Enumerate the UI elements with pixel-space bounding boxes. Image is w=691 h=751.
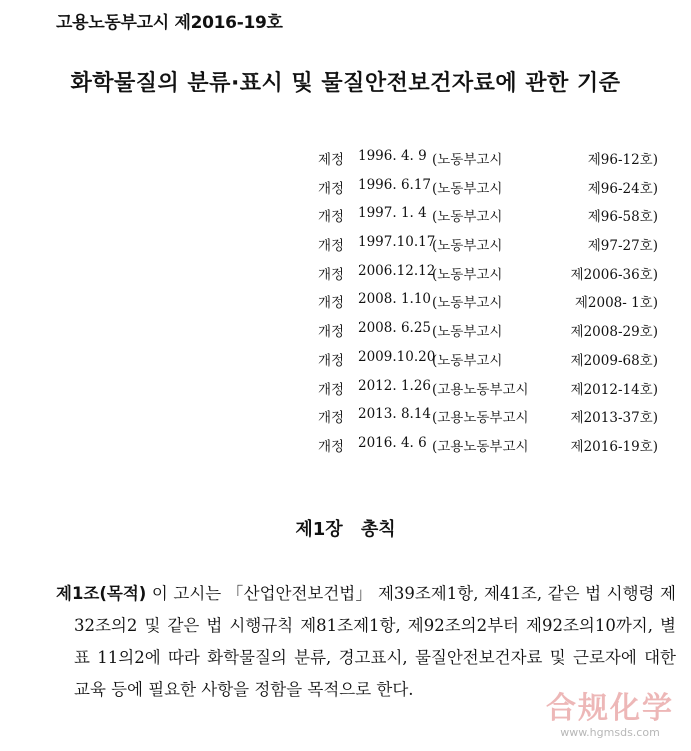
article-heading: 제1조(목적): [56, 584, 147, 603]
history-number: 제96-12호): [587, 152, 658, 168]
history-date: 1996. 6.17: [358, 176, 431, 193]
article-1: [56, 578, 676, 706]
history-row: [318, 177, 658, 206]
chapter-title: 제1장 총칙: [295, 519, 396, 540]
history-type: 개정: [318, 209, 345, 226]
history-date: 2008. 1.10: [358, 291, 431, 308]
history-number: 제2009-68호): [570, 352, 658, 369]
amendment-history: [318, 148, 658, 464]
history-number: 제2008-29호): [570, 324, 658, 341]
history-row: [318, 263, 658, 292]
history-date: 2016. 4. 6: [358, 434, 427, 451]
history-date: 1996. 4. 9: [358, 148, 427, 164]
history-row: [318, 148, 658, 177]
history-org: (고용노동부고시: [432, 381, 529, 398]
history-org: (노동부고시: [432, 152, 503, 168]
document-title: 화학물질의 분류·표시 및 물질안전보건자료에 관한 기준: [70, 71, 621, 96]
history-row: [318, 349, 658, 378]
history-row: [318, 435, 658, 464]
history-org: (노동부고시: [432, 295, 503, 312]
article-body: 이 고시는 「산업안전보건법」 제39조제1항, 제41조, 같은 법 시행령 제32조의2 및 같은 법 시행규칙 제81조제1항, 제92조의2부터 제92조의10까지, 별표 11의2에 따라 화학물질의 분류, 경고표시, 물질안전보건자료 및 근로자에 대한 교육 등에 필요한 사항을 정함을 목적으로 한다.: [74, 584, 676, 699]
history-row: [318, 291, 658, 320]
history-number: 제2013-37호): [570, 410, 658, 427]
history-type: 개정: [318, 238, 345, 255]
history-number: 제96-58호): [587, 209, 658, 226]
history-type: 개정: [318, 180, 345, 197]
history-date: 1997. 1. 4: [358, 205, 427, 222]
history-date: 2012. 1.26: [358, 377, 431, 394]
watermark-logo-text: 合规化学: [546, 691, 674, 726]
history-type: 개정: [318, 295, 345, 312]
history-date: 2009.10.20: [358, 348, 436, 365]
history-row: [318, 205, 658, 234]
history-type: 개정: [318, 410, 345, 427]
history-date: 2006.12.12: [358, 262, 436, 279]
history-row: [318, 320, 658, 349]
history-number: 제97-27호): [587, 238, 658, 255]
notice-number: 고용노동부고시 제2016-19호: [56, 13, 283, 33]
history-org: (고용노동부고시: [432, 410, 529, 427]
history-row: [318, 234, 658, 263]
history-org: (노동부고시: [432, 324, 503, 341]
history-number: 제2008- 1호): [574, 295, 658, 312]
history-type: 개정: [318, 352, 345, 369]
history-type: 제정: [318, 152, 345, 168]
history-date: 1997.10.17: [358, 234, 436, 251]
history-number: 제2016-19호): [570, 438, 658, 455]
history-number: 제2006-36호): [570, 266, 658, 283]
history-number: 제2012-14호): [570, 381, 658, 398]
history-type: 개정: [318, 438, 345, 455]
history-type: 개정: [318, 266, 345, 283]
history-org: (노동부고시: [432, 266, 503, 283]
history-number: 제96-24호): [587, 180, 658, 197]
history-org: (고용노동부고시: [432, 438, 529, 455]
history-org: (노동부고시: [432, 180, 503, 197]
history-org: (노동부고시: [432, 352, 503, 369]
history-type: 개정: [318, 381, 345, 398]
history-date: 2013. 8.14: [358, 406, 431, 423]
watermark-url: www.hgmsds.com: [560, 726, 660, 739]
history-row: [318, 406, 658, 435]
watermark-logo: [535, 692, 685, 740]
history-row: [318, 378, 658, 407]
history-date: 2008. 6.25: [358, 320, 431, 337]
history-org: (노동부고시: [432, 238, 503, 255]
history-type: 개정: [318, 324, 345, 341]
history-org: (노동부고시: [432, 209, 503, 226]
